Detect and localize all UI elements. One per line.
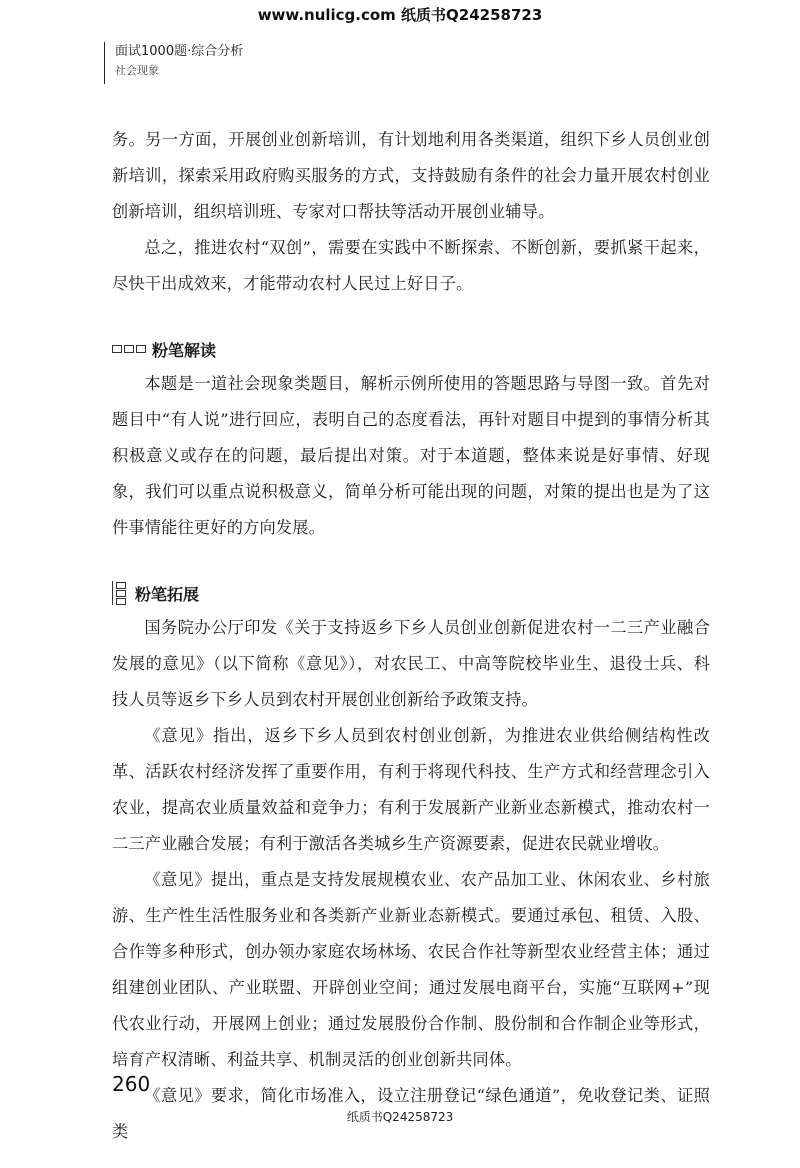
book-marker-icon [112,581,127,605]
extension-heading-label: 粉笔拓展 [135,584,200,604]
extension-paragraph: 《意见》提出，重点是支持发展规模农业、农产品加工业、休闲农业、乡村旅游、生产性生活性服务业和各类新产业新业态新模式。要通过承包、租赁、入股、合作等多种形式，创办领办家庭农场林场、农民合作社等新型农业经营主体；通过组建创业团队、产业联盟、开辟创业空间；通过发展电商平台，实施“互联网+”现代农业行动，开展网上创业；通过发展股份合作制、股份制和合作制企业等形式，培育产权清晰、利益共享、机制灵活的创业创新共同体。 [112,870,710,1069]
book-title: 面试1000题·综合分析 [115,44,244,59]
extension-paragraph: 《意见》指出，返乡下乡人员到农村创业创新，为推进农业供给侧结构性改革、活跃农村经济发挥了重要作用，有利于将现代科技、生产方式和经营理念引入农业，提高农业质量效益和竞争力；有利于发展新产业新业态新模式，推动农村一二三产业融合发展；有利于激活各类城乡生产资源要素，促进农民就业增收。 [112,726,710,853]
interpretation-heading-label: 粉笔解读 [152,340,217,360]
body-paragraph: 总之，推进农村“双创”，需要在实践中不断探索、不断创新，要抓紧干起来，尽快干出成效来，才能带动农村人民过上好日子。 [112,238,710,293]
extension-paragraph: 国务院办公厅印发《关于支持返乡下乡人员创业创新促进农村一二三产业融合发展的意见》（以下简称《意见》），对农民工、中高等院校毕业生、退役士兵、科技人员等返乡下乡人员到农村开展创业创新给予政策支持。 [112,618,710,709]
section-title: 社会现象 [115,64,159,77]
extension-heading [112,576,710,610]
watermark-top: www.nulicg.com 纸质书Q24258723 [257,6,543,24]
body-paragraph: 务。另一方面，开展创业创新培训，有计划地利用各类渠道，组织下乡人员创业创新培训，探索采用政府购买服务的方式，支持鼓励有条件的社会力量开展农村创业创新培训，组织培训班、专家对口帮扶等活动开展创业辅导。 [112,130,710,221]
interpretation-paragraph: 本题是一道社会现象类题目，解析示例所使用的答题思路与导图一致。首先对题目中“有人说”进行回应，表明自己的态度看法，再针对题目中提到的事情分析其积极意义或存在的问题，最后提出对策。对于本道题，整体来说是好事情、好现象，我们可以重点说积极意义，简单分析可能出现的问题，对策的提出也是为了这件事情能往更好的方向发展。 [112,374,710,537]
page-number: 260 [112,1072,151,1096]
interpretation-heading [112,332,710,366]
running-head [104,42,243,84]
extension-paragraph: 《意见》要求，简化市场准入，设立注册登记“绿色通道”，免收登记类、证照类 [112,1086,710,1141]
page-content [112,122,710,1150]
watermark-bottom: 纸质书Q24258723 [346,1110,454,1124]
section-marker-icon [112,345,146,353]
